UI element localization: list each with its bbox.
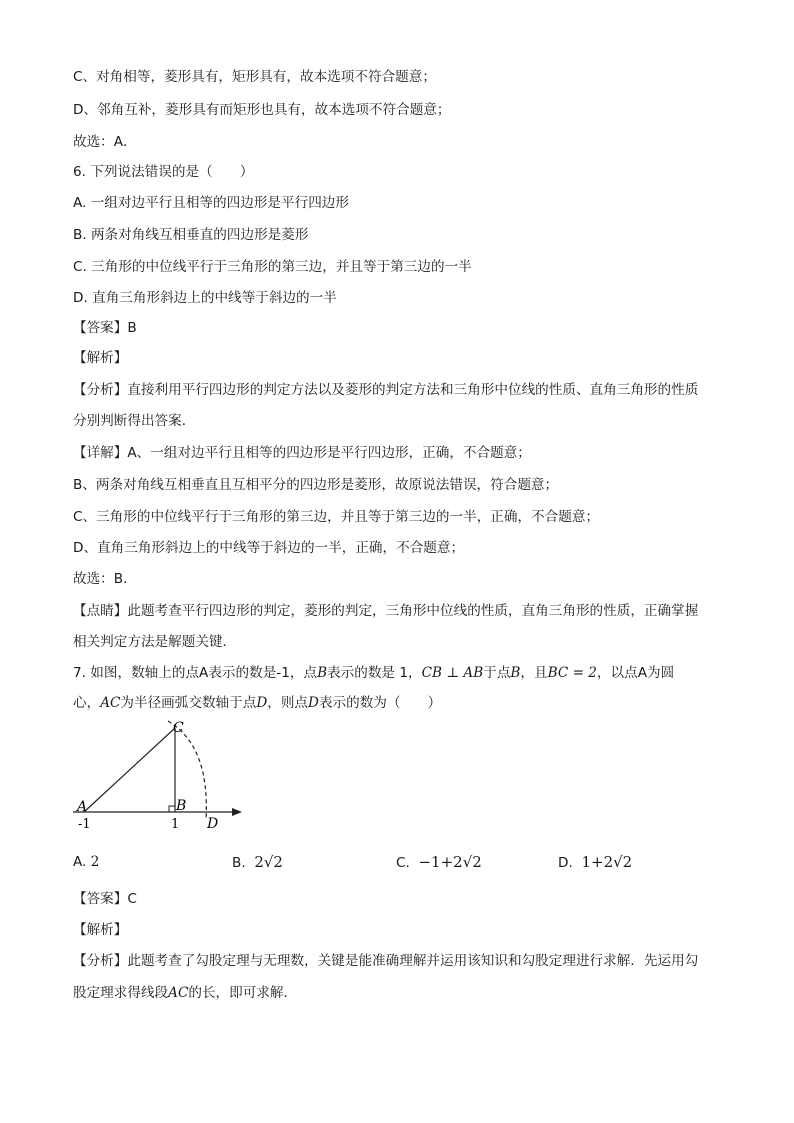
segment-ac-inline: AC [168, 985, 189, 1001]
comment-text: 【点睛】此题考查平行四边形的判定，菱形的判定，三角形中位线的性质，直角三角形的性质，正确掌握 [73, 603, 699, 619]
q7-point-b: B [317, 665, 328, 681]
label-a: A [77, 799, 88, 815]
q7-bc-equation: BC = 2 [547, 665, 597, 681]
q7-perpendicular: CB ⊥ AB [421, 665, 484, 681]
q7-option-a [73, 853, 99, 871]
option-d-label: D. [558, 855, 573, 871]
question-7-stem-line1 [73, 664, 674, 682]
right-angle-mark [169, 806, 175, 812]
q7-text: ，且 [520, 665, 548, 681]
label-b: B [176, 798, 187, 814]
q7-option-d [558, 853, 632, 872]
q7-text: 于点 [483, 665, 511, 681]
comment-text: 相关判定方法是解题关键． [73, 634, 237, 650]
axis-arrow [232, 808, 242, 816]
answer-label: 【答案】C [73, 891, 137, 907]
q7-text: 心， [73, 695, 101, 711]
detail-text: C、三角形的中位线平行于三角形的第三边，并且等于第三边的一半，正确，不合题意； [73, 509, 600, 525]
option-c-value: −1+2√2 [418, 853, 482, 871]
choose-text: 故选：B． [73, 571, 137, 587]
analysis-text-part: 的长，即可求解． [188, 985, 298, 1001]
answer-label: 【答案】B [73, 320, 137, 336]
analysis-text: 【分析】直接利用平行四边形的判定方法以及菱形的判定方法和三角形中位线的性质、直角三角形的性质 [73, 382, 699, 398]
q7-text: 7. 如图，数轴上的点A表示的数是-1，点 [73, 665, 318, 681]
question-6-stem: 6. 下列说法错误的是（ ） [73, 164, 254, 180]
analysis-text-part: 股定理求得线段 [73, 985, 169, 1001]
option-a-label: A. [73, 854, 91, 870]
text-line: D、邻角互补，菱形具有而矩形也具有，故本选项不符合题意； [73, 102, 451, 118]
tick-label-1: 1 [171, 817, 180, 832]
text-line: C、对角相等，菱形具有，矩形具有，故本选项不符合题意； [73, 69, 436, 85]
question-6-option-d: D. 直角三角形斜边上的中线等于斜边的一半 [73, 290, 337, 306]
q7-point-d: D [256, 695, 268, 711]
question-7-stem-line2 [73, 694, 441, 712]
q7-point-b: B [510, 665, 521, 681]
tick-label-neg1: -1 [78, 817, 91, 832]
text-line: 故选：A． [73, 134, 137, 150]
detail-text: B、两条对角线互相垂直且互相平分的四边形是菱形，故原说法错误，符合题意； [73, 477, 559, 493]
q7-text: 表示的数是 1， [327, 665, 422, 681]
analysis-text: 分别判断得出答案． [73, 413, 196, 429]
q7-point-d: D [308, 695, 319, 711]
analysis-text [73, 984, 297, 1002]
q7-option-c [396, 853, 482, 872]
q7-text: 表示的数为（ ） [318, 695, 442, 711]
option-a-value: 2 [90, 854, 100, 870]
option-c-label: C. [396, 855, 410, 871]
analysis-label: 【解析】 [73, 350, 128, 366]
option-b-label: B. [232, 855, 246, 871]
q7-text: 为半径画弧交数轴于点 [120, 695, 257, 711]
q7-segment-ac: AC [100, 695, 121, 711]
q7-option-b [232, 853, 283, 872]
analysis-label: 【解析】 [73, 922, 128, 938]
question-6-option-b: B. 两条对角线互相垂直的四边形是菱形 [73, 227, 309, 243]
q7-text: ，以点A为圆 [596, 665, 675, 681]
segment-ac [84, 728, 175, 812]
option-d-value: 1+2√2 [581, 853, 633, 871]
question-6-option-a: A. 一组对边平行且相等的四边形是平行四边形 [73, 195, 349, 211]
option-b-value: 2√2 [254, 853, 283, 871]
analysis-text: 【分析】此题考查了勾股定理与无理数，关键是能准确理解并运用该知识和勾股定理进行求解．先运用勾 [73, 953, 699, 969]
label-d: D [207, 816, 219, 832]
detail-text: 【详解】A、一组对边平行且相等的四边形是平行四边形，正确，不合题意； [73, 445, 531, 461]
label-c: C [173, 720, 184, 736]
question-6-option-c: C. 三角形的中位线平行于三角形的第三边，并且等于第三边的一半 [73, 259, 472, 275]
q7-text: ，则点 [267, 695, 309, 711]
detail-text: D、直角三角形斜边上的中线等于斜边的一半，正确，不合题意； [73, 540, 465, 556]
number-line-figure [70, 716, 250, 836]
